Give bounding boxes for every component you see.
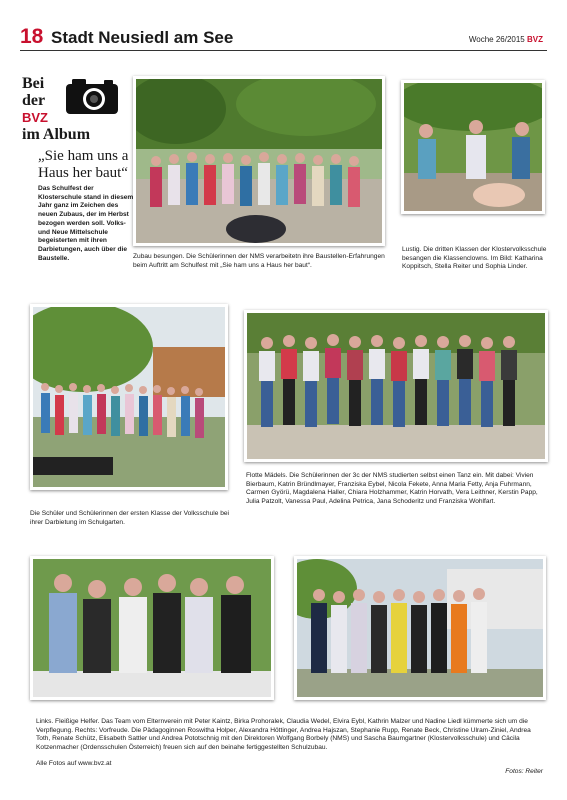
photo-class-clowns <box>401 80 545 214</box>
intro-text: Das Schulfest der Klosterschule stand in diesem Jahr ganz im Zeichen des neuen Zubaus, der im Herbst bezogen werden soll. Volks- und Neue Mittelschule begeisterten mit ihren Darbietungen, auch über die Baustelle. <box>38 185 134 262</box>
album-line4: im Album <box>22 126 91 143</box>
issue-week: Woche 26/2015 <box>468 35 525 44</box>
album-line1: Bei <box>22 75 45 92</box>
photo-parents-team <box>30 556 274 700</box>
issue-brand: BVZ <box>527 35 543 44</box>
caption-dancing-girls: Flotte Mädels. Die Schülerinnen der 3c der NMS studierten selbst einen Tanz ein. Mit dabei: Vivien Bierbaum, Katrin Bründlmayer, Franziska Eybel, Nicola Fekete, Anna Maria Fetty, Anja Fuhrmann, Carmen Györü, Magdalena Haller, Chiara Holzhammer, Katrin Horvath, Vera Leithner, Kerstin Papp, Julia Patzolt, Vanessa Paul, Adelina Petrica, Jana Schoderitz und Franziska Wohlfart. <box>246 472 538 505</box>
caption-nms-performance: Zubau besungen. Die Schülerinnen der NMS verarbeitetn ihre Baustellen-Erfahrungen beim Auftritt am Schulfest mit „Sie ham uns a Haus her baut“. <box>133 253 385 269</box>
photo-credit: Fotos: Reiter <box>505 768 543 775</box>
caption-helpers-teachers: Links. Fleißige Helfer. Das Team vom Elternverein mit Peter Kaintz, Birka Prohoralek, Claudia Wedel, Elvira Eybl, Kathrin Malzer und Nadine Liedl kümmerte sich um die Verpflegung. Rechts: Vorfreude. Die Pädagoginnen Roswitha Holper, Alexandra Höttinger, Andrea Hajszan, Stephanie Rupp, Renate Beck, Christine Ulram-Ziniel, Andrea Toth, Renate Schütz, Elisabeth Sattler und Andrea Pototschnig mit den Direktoren Wolfgang Borbely (NMS) und Sascha Baumgartner (Klostervolksschule) und Cäcila Kotzenmacher (Ordensschulen Österreich) freuen sich auf den beinahe fertiggestellten Schulzubau. <box>36 718 531 751</box>
page-number: 18 <box>20 25 44 48</box>
album-brand: BVZ <box>22 110 48 125</box>
caption-first-class: Die Schüler und Schülerinnen der ersten Klasse der Volksschule bei ihrer Darbietung im Schulgarten. <box>30 510 230 526</box>
caption-class-clowns: Lustig. Die dritten Klassen der Klostervolksschule besangen die Klassenclowns. Im Bild: Katharina Koppitsch, Stella Reiter und Sophia Linder. <box>402 246 547 271</box>
header-rule <box>20 50 547 51</box>
section-title: Stadt Neusiedl am See <box>51 28 234 47</box>
issue-label <box>469 35 543 44</box>
photo-first-class <box>30 304 228 490</box>
photo-teachers <box>294 556 546 700</box>
photo-dancing-girls <box>244 310 548 462</box>
photo-nms-performance <box>133 76 385 246</box>
headline: „Sie ham uns a Haus her baut“ <box>38 148 129 181</box>
camera-icon <box>64 76 120 116</box>
album-line2: der <box>22 92 46 109</box>
photos-url: Alle Fotos auf www.bvz.at <box>36 760 112 767</box>
